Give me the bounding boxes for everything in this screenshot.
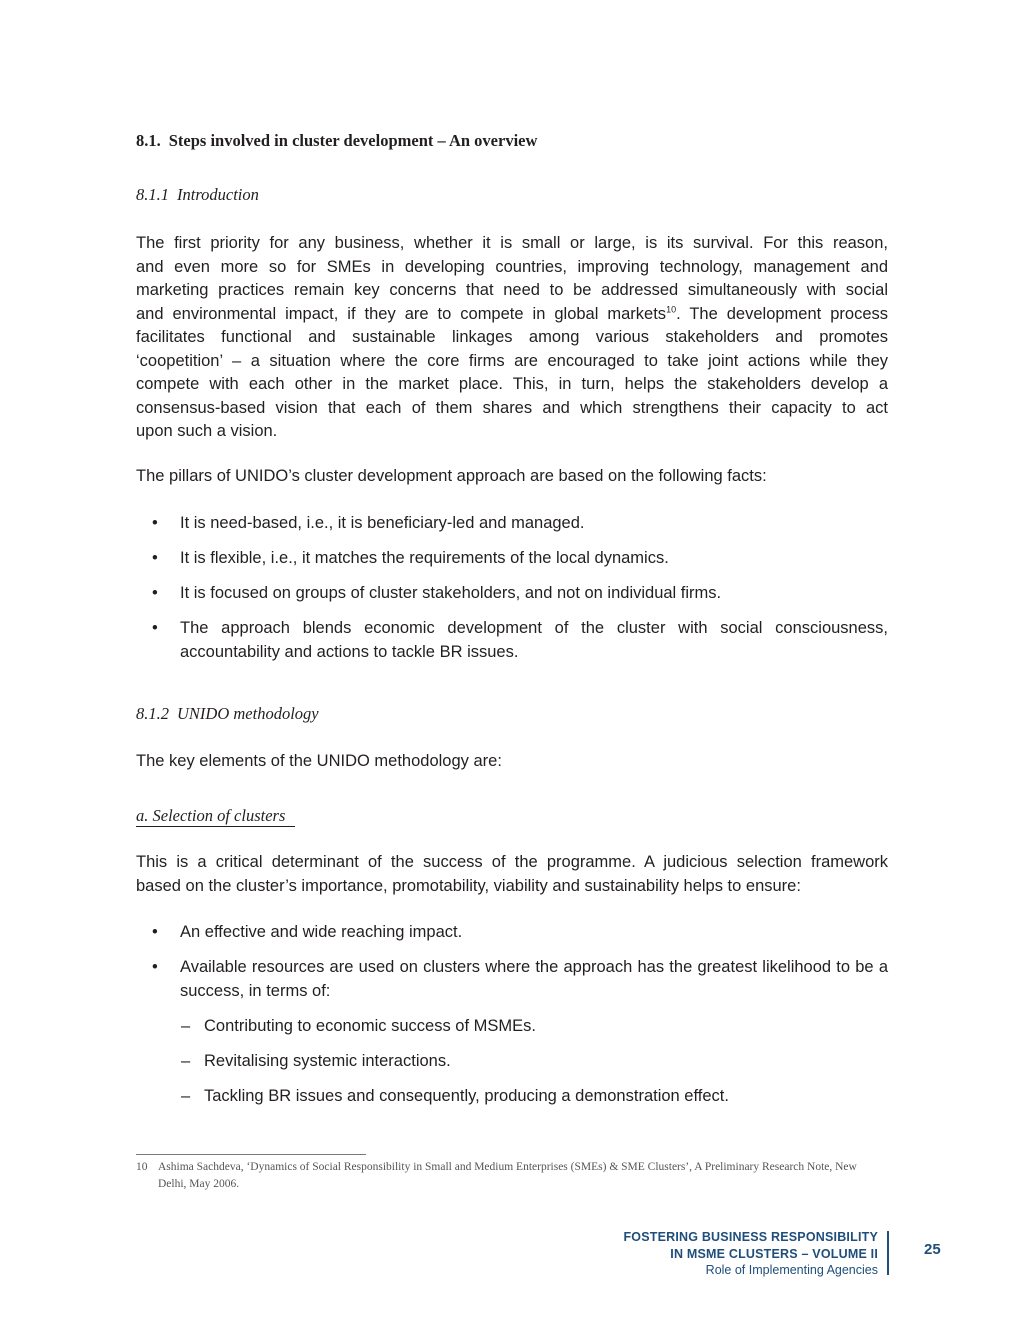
pillars-intro: The pillars of UNIDO’s cluster development approach are based on the following facts: [136,467,767,485]
list-item-text: It is focused on groups of cluster stakeholders, and not on individual firms. [180,584,722,602]
page-number: 25 [924,1241,941,1258]
paragraph-line: marketing practices remain key concerns that need to be addressed simultaneously with social [136,281,888,299]
list-item-text: Available resources are used on clusters where the approach has the greatest likelihood to be a success, in terms of: [180,958,888,1000]
paragraph-line: compete with each other in the market place. This, in turn, helps the stakeholders develop a [136,375,888,393]
list-item [136,547,888,571]
paragraph-text: and environmental impact, if they are to compete in global markets [136,304,667,323]
dash-icon: – [181,1016,191,1035]
list-item-text: It is flexible, i.e., it matches the requirements of the local dynamics. [180,549,669,567]
intro-paragraph [136,232,888,444]
section-heading [136,131,537,151]
paragraph-line-with-footnote [136,303,888,327]
pillars-list [136,512,888,676]
sub-list-item [136,1015,888,1039]
subsection-title: Introduction [177,185,259,204]
list-item-text: Revitalising systemic interactions. [204,1051,451,1070]
footer-divider [887,1231,889,1275]
subsection-heading-introduction [136,185,259,205]
selection-list [136,921,888,1120]
bullet-icon: • [152,549,158,567]
footnote-divider [136,1154,366,1155]
running-footer [623,1229,878,1279]
section-number: 8.1. [136,131,161,150]
bullet-icon: • [152,584,158,602]
paragraph-line: This is a critical determinant of the success of the programme. A judicious selection framework [136,853,888,871]
footnote-text: Ashima Sachdeva, ‘Dynamics of Social Responsibility in Small and Medium Enterprises (SMEs) & SME Clusters’, A Preliminary Research Note, New Delhi, May 2006. [158,1161,857,1190]
list-item [136,617,888,664]
bullet-icon: • [152,923,158,941]
paragraph-line: ‘coopetition’ – a situation where the core firms are encouraged to take joint actions while they [136,351,888,370]
paragraph-line: The first priority for any business, whether it is small or large, is its survival. For this reason, [136,234,888,252]
footer-title-line: IN MSME CLUSTERS – VOLUME II [670,1246,878,1261]
subsection-number: 8.1.2 [136,704,169,723]
list-item [136,921,888,945]
footnote [136,1159,888,1193]
paragraph-line: and even more so for SMEs in developing countries, improving technology, management and [136,257,888,276]
methodology-intro: The key elements of the UNIDO methodology are: [136,752,502,770]
bullet-icon: • [152,514,158,532]
sub-list-item [136,1085,888,1109]
paragraph-line: based on the cluster’s importance, promotability, viability and sustainability helps to ensure: [136,876,801,895]
paragraph-line: consensus-based vision that each of them shares and which strengthens their capacity to act [136,398,888,417]
list-item [136,956,888,1003]
list-item-text: An effective and wide reaching impact. [180,923,463,941]
paragraph-line: upon such a vision. [136,422,278,440]
selection-heading: a. Selection of clusters [136,805,295,827]
subsection-heading-methodology [136,704,319,724]
list-item-text: Tackling BR issues and consequently, producing a demonstration effect. [204,1086,729,1105]
dash-icon: – [181,1086,191,1105]
bullet-icon: • [152,619,158,637]
list-item-text: Contributing to economic success of MSMEs. [204,1016,536,1035]
list-item [136,512,888,536]
dash-icon: – [181,1051,191,1070]
footnote-reference: 10 [666,304,677,314]
footer-title-line: FOSTERING BUSINESS RESPONSIBILITY [623,1230,878,1244]
subsection-number: 8.1.1 [136,185,169,204]
list-item [136,582,888,606]
footer-subtitle: Role of Implementing Agencies [705,1263,878,1277]
sub-list-item [136,1050,888,1074]
section-title: Steps involved in cluster development – An overview [168,131,538,150]
list-item-text: It is need-based, i.e., it is beneficiary-led and managed. [180,514,585,532]
bullet-icon: • [152,958,158,976]
paragraph-text: . The development process [676,304,888,323]
paragraph-line: facilitates functional and sustainable linkages among various stakeholders and promotes [136,328,888,346]
list-item-text: The approach blends economic development of the cluster with social consciousness, accountability and actions to tackle BR issues. [180,619,888,661]
footnote-number: 10 [136,1161,148,1173]
subsection-title: UNIDO methodology [177,704,319,723]
selection-paragraph [136,851,888,898]
